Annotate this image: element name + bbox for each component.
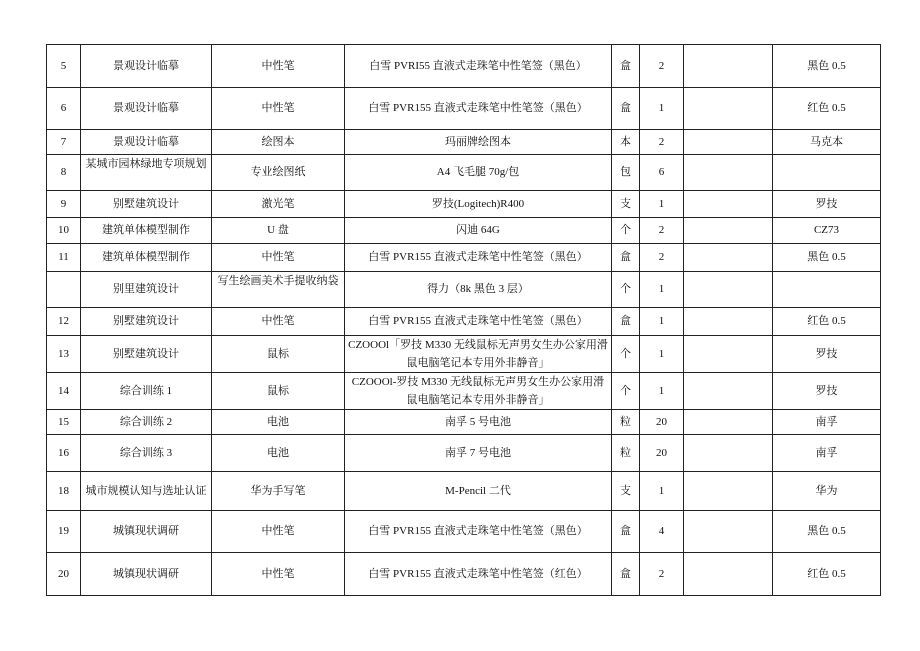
course-name: 某城市园林绿地专项规划	[81, 155, 212, 191]
item-name: 电池	[212, 435, 345, 472]
item-quantity: 1	[640, 472, 684, 511]
row-number: 19	[47, 511, 81, 553]
table-row	[47, 191, 881, 218]
item-quantity: 2	[640, 218, 684, 244]
item-unit: 粒	[612, 410, 640, 435]
row-number: 15	[47, 410, 81, 435]
table-row	[47, 308, 881, 336]
item-extra	[684, 244, 773, 272]
item-name: 中性笔	[212, 45, 345, 88]
item-extra	[684, 511, 773, 553]
item-quantity: 4	[640, 511, 684, 553]
item-name: 鼠标	[212, 336, 345, 373]
item-extra	[684, 472, 773, 511]
item-quantity: 20	[640, 410, 684, 435]
table-row	[47, 553, 881, 596]
item-note: 黑色 0.5	[773, 244, 881, 272]
item-note: 红色 0.5	[773, 88, 881, 130]
item-name: 写生绘画美术手提收纳袋	[212, 272, 345, 308]
item-note: 马克本	[773, 130, 881, 155]
item-spec: M-Pencil 二代	[345, 472, 612, 511]
item-spec: 白雪 PVRI55 直液式走珠笔中性笔签（黑色）	[345, 45, 612, 88]
item-extra	[684, 155, 773, 191]
course-name: 别墅建筑设计	[81, 191, 212, 218]
item-extra	[684, 308, 773, 336]
table-row	[47, 244, 881, 272]
row-number	[47, 272, 81, 308]
row-number: 12	[47, 308, 81, 336]
course-name: 综合训练 2	[81, 410, 212, 435]
item-note	[773, 155, 881, 191]
item-spec: 白雪 PVR155 直液式走珠笔中性笔签（黑色）	[345, 88, 612, 130]
row-number: 8	[47, 155, 81, 191]
course-name: 景观设计临摹	[81, 45, 212, 88]
course-name: 城镇现状调研	[81, 511, 212, 553]
table-row	[47, 435, 881, 472]
item-quantity: 1	[640, 272, 684, 308]
item-extra	[684, 553, 773, 596]
row-number: 6	[47, 88, 81, 130]
item-spec: 得力（8k 黑色 3 层）	[345, 272, 612, 308]
item-unit: 盒	[612, 511, 640, 553]
item-name: 激光笔	[212, 191, 345, 218]
item-extra	[684, 130, 773, 155]
course-name: 建筑单体模型制作	[81, 244, 212, 272]
item-spec: 白雪 PVR155 直液式走珠笔中性笔签（黑色）	[345, 308, 612, 336]
item-note: 罗技	[773, 373, 881, 410]
item-spec: A4 飞毛腿 70g/包	[345, 155, 612, 191]
item-unit: 个	[612, 218, 640, 244]
item-unit: 支	[612, 191, 640, 218]
item-quantity: 1	[640, 373, 684, 410]
course-name: 别墅建筑设计	[81, 308, 212, 336]
item-note: CZ73	[773, 218, 881, 244]
item-name: 中性笔	[212, 511, 345, 553]
item-name: 中性笔	[212, 88, 345, 130]
item-spec: 南孚 5 号电池	[345, 410, 612, 435]
item-note: 黑色 0.5	[773, 511, 881, 553]
item-quantity: 1	[640, 88, 684, 130]
row-number: 9	[47, 191, 81, 218]
item-spec: CZOOOl-罗技 M330 无线鼠标无声男女生办公家用滑鼠电脑笔记本专用外非静音」	[345, 373, 612, 410]
item-note: 红色 0.5	[773, 308, 881, 336]
supplies-table	[46, 44, 881, 596]
item-extra	[684, 336, 773, 373]
item-spec: 白雪 PVR155 直液式走珠笔中性笔签（黑色）	[345, 244, 612, 272]
item-quantity: 1	[640, 308, 684, 336]
item-extra	[684, 373, 773, 410]
item-note	[773, 272, 881, 308]
item-name: U 盘	[212, 218, 345, 244]
item-quantity: 1	[640, 191, 684, 218]
item-name: 专业绘图纸	[212, 155, 345, 191]
item-unit: 包	[612, 155, 640, 191]
table-row	[47, 155, 881, 191]
item-quantity: 2	[640, 244, 684, 272]
item-name: 中性笔	[212, 308, 345, 336]
item-note: 南孚	[773, 410, 881, 435]
item-name: 华为手写笔	[212, 472, 345, 511]
item-unit: 盒	[612, 553, 640, 596]
item-extra	[684, 272, 773, 308]
row-number: 14	[47, 373, 81, 410]
table-row	[47, 472, 881, 511]
item-note: 华为	[773, 472, 881, 511]
item-name: 中性笔	[212, 553, 345, 596]
item-extra	[684, 435, 773, 472]
row-number: 20	[47, 553, 81, 596]
item-extra	[684, 88, 773, 130]
course-name: 景观设计临摹	[81, 130, 212, 155]
item-spec: 白雪 PVR155 直液式走珠笔中性笔签（红色）	[345, 553, 612, 596]
table-row	[47, 45, 881, 88]
item-note: 罗技	[773, 336, 881, 373]
course-name: 综合训练 1	[81, 373, 212, 410]
course-name: 别墅建筑设计	[81, 336, 212, 373]
row-number: 7	[47, 130, 81, 155]
item-unit: 粒	[612, 435, 640, 472]
item-unit: 盒	[612, 88, 640, 130]
item-extra	[684, 218, 773, 244]
item-name: 电池	[212, 410, 345, 435]
table-row	[47, 218, 881, 244]
table-row	[47, 511, 881, 553]
item-spec: CZOOOl「罗技 M330 无线鼠标无声男女生办公家用滑鼠电脑笔记本专用外非静音」	[345, 336, 612, 373]
item-spec: 南孚 7 号电池	[345, 435, 612, 472]
item-spec: 罗技(Logitech)R400	[345, 191, 612, 218]
item-note: 罗技	[773, 191, 881, 218]
item-unit: 盒	[612, 308, 640, 336]
item-unit: 个	[612, 373, 640, 410]
table-row	[47, 88, 881, 130]
table-row	[47, 130, 881, 155]
item-note: 南孚	[773, 435, 881, 472]
item-unit: 支	[612, 472, 640, 511]
item-quantity: 20	[640, 435, 684, 472]
item-quantity: 2	[640, 553, 684, 596]
item-name: 中性笔	[212, 244, 345, 272]
table-row	[47, 272, 881, 308]
item-name: 鼠标	[212, 373, 345, 410]
item-unit: 盒	[612, 244, 640, 272]
row-number: 5	[47, 45, 81, 88]
course-name: 别里建筑设计	[81, 272, 212, 308]
item-unit: 本	[612, 130, 640, 155]
table-row	[47, 410, 881, 435]
item-spec: 玛丽牌绘图本	[345, 130, 612, 155]
item-quantity: 2	[640, 45, 684, 88]
item-extra	[684, 45, 773, 88]
course-name: 城镇现状调研	[81, 553, 212, 596]
row-number: 10	[47, 218, 81, 244]
course-name: 建筑单体模型制作	[81, 218, 212, 244]
item-extra	[684, 410, 773, 435]
item-unit: 盒	[612, 45, 640, 88]
item-quantity: 1	[640, 336, 684, 373]
course-name: 城市规模认知与选址认证	[81, 472, 212, 511]
row-number: 13	[47, 336, 81, 373]
course-name: 综合训练 3	[81, 435, 212, 472]
table-row	[47, 373, 881, 410]
course-name: 景观设计临摹	[81, 88, 212, 130]
item-unit: 个	[612, 272, 640, 308]
row-number: 11	[47, 244, 81, 272]
item-note: 红色 0.5	[773, 553, 881, 596]
item-extra	[684, 191, 773, 218]
row-number: 16	[47, 435, 81, 472]
table-row	[47, 336, 881, 373]
item-quantity: 6	[640, 155, 684, 191]
item-unit: 个	[612, 336, 640, 373]
item-spec: 闪迪 64G	[345, 218, 612, 244]
item-name: 绘图本	[212, 130, 345, 155]
item-quantity: 2	[640, 130, 684, 155]
item-spec: 白雪 PVR155 直液式走珠笔中性笔签（黑色）	[345, 511, 612, 553]
row-number: 18	[47, 472, 81, 511]
item-note: 黑色 0.5	[773, 45, 881, 88]
